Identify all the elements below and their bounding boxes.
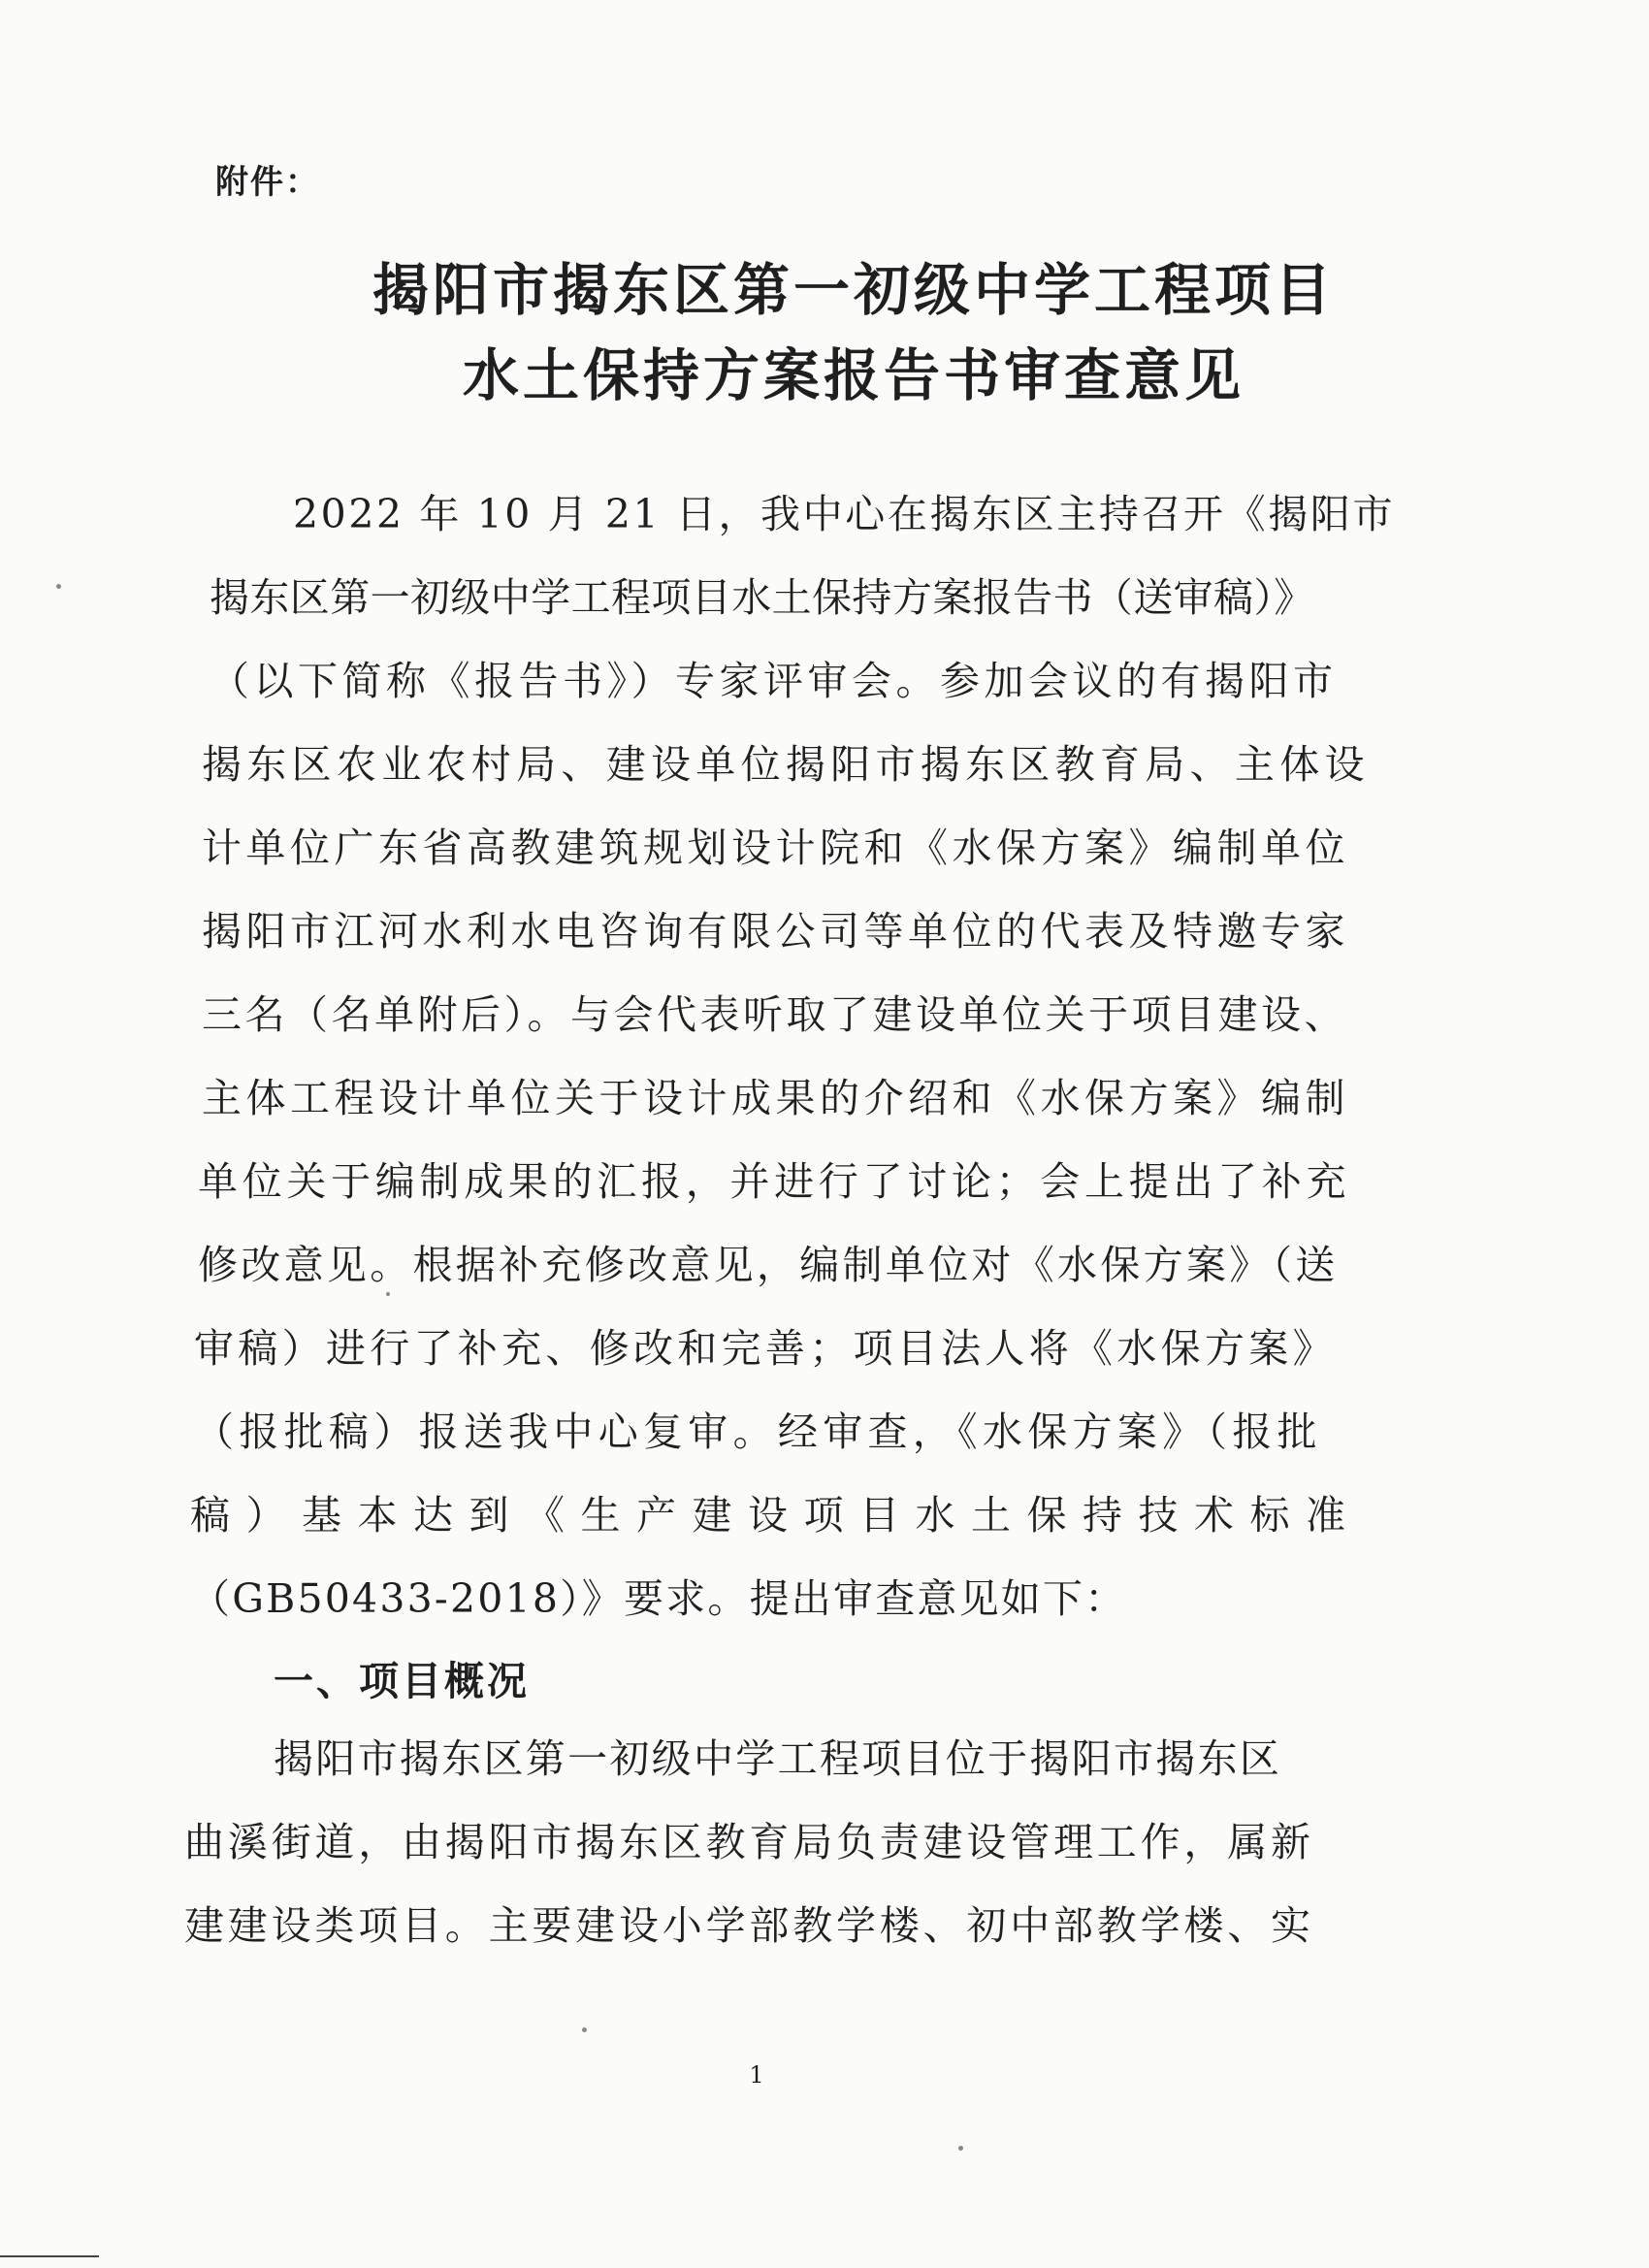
body-line: 揭阳市揭东区第一初级中学工程项目位于揭阳市揭东区 (274, 1735, 1282, 1782)
body-line: 单位关于编制成果的汇报，并进行了讨论；会上提出了补充 (198, 1158, 1351, 1205)
body-line: （以下简称《报告书》）专家评审会。参加会议的有揭阳市 (210, 658, 1338, 704)
body-line: 稿）基本达到《生产建设项目水土保持技术标准 (190, 1492, 1362, 1539)
body-line: 2022 年 10 月 21 日，我中心在揭东区主持召开《揭阳市 (293, 491, 1396, 537)
scan-speck (56, 584, 61, 589)
page-number: 1 (749, 2061, 764, 2089)
attachment-label: 附件： (215, 163, 320, 202)
scan-speck (958, 2146, 963, 2151)
body-line: 修改意见。根据补充修改意见，编制单位对《水保方案》（送 (198, 1242, 1339, 1288)
body-line: 揭阳市江河水利水电咨询有限公司等单位的代表及特邀专家 (202, 908, 1349, 955)
body-line: 审稿）进行了补充、修改和完善；项目法人将《水保方案》 (194, 1325, 1337, 1372)
body-line: 计单位广东省高教建筑规划设计院和《水保方案》编制单位 (202, 825, 1349, 871)
body-line: 三名（名单附后）。与会代表听取了建设单位关于项目建设、 (202, 991, 1347, 1038)
body-line: （GB50433-2018）》要求。提出审查意见如下： (190, 1575, 1127, 1622)
margin-rule (0, 2255, 99, 2257)
scan-speck (582, 2027, 587, 2032)
body-line: （报批稿）报送我中心复审。经审查，《水保方案》（报批 (194, 1409, 1322, 1455)
body-line: 揭东区第一初级中学工程项目水土保持方案报告书（送审稿）》 (210, 574, 1314, 621)
title-line-1: 揭阳市揭东区第一初级中学工程项目 (372, 257, 1335, 323)
section-heading: 一、项目概况 (274, 1658, 530, 1704)
body-line: 曲溪街道，由揭阳市揭东区教育局负责建设管理工作，属新 (184, 1819, 1314, 1865)
body-line: 建建设类项目。主要建设小学部教学楼、初中部教学楼、实 (184, 1902, 1314, 1949)
scan-speck (386, 1292, 390, 1296)
body-line: 揭东区农业农村局、建设单位揭阳市揭东区教育局、主体设 (202, 741, 1370, 788)
title-line-2: 水土保持方案报告书审查意见 (462, 342, 1245, 408)
body-line: 主体工程设计单位关于设计成果的介绍和《水保方案》编制 (202, 1075, 1349, 1121)
